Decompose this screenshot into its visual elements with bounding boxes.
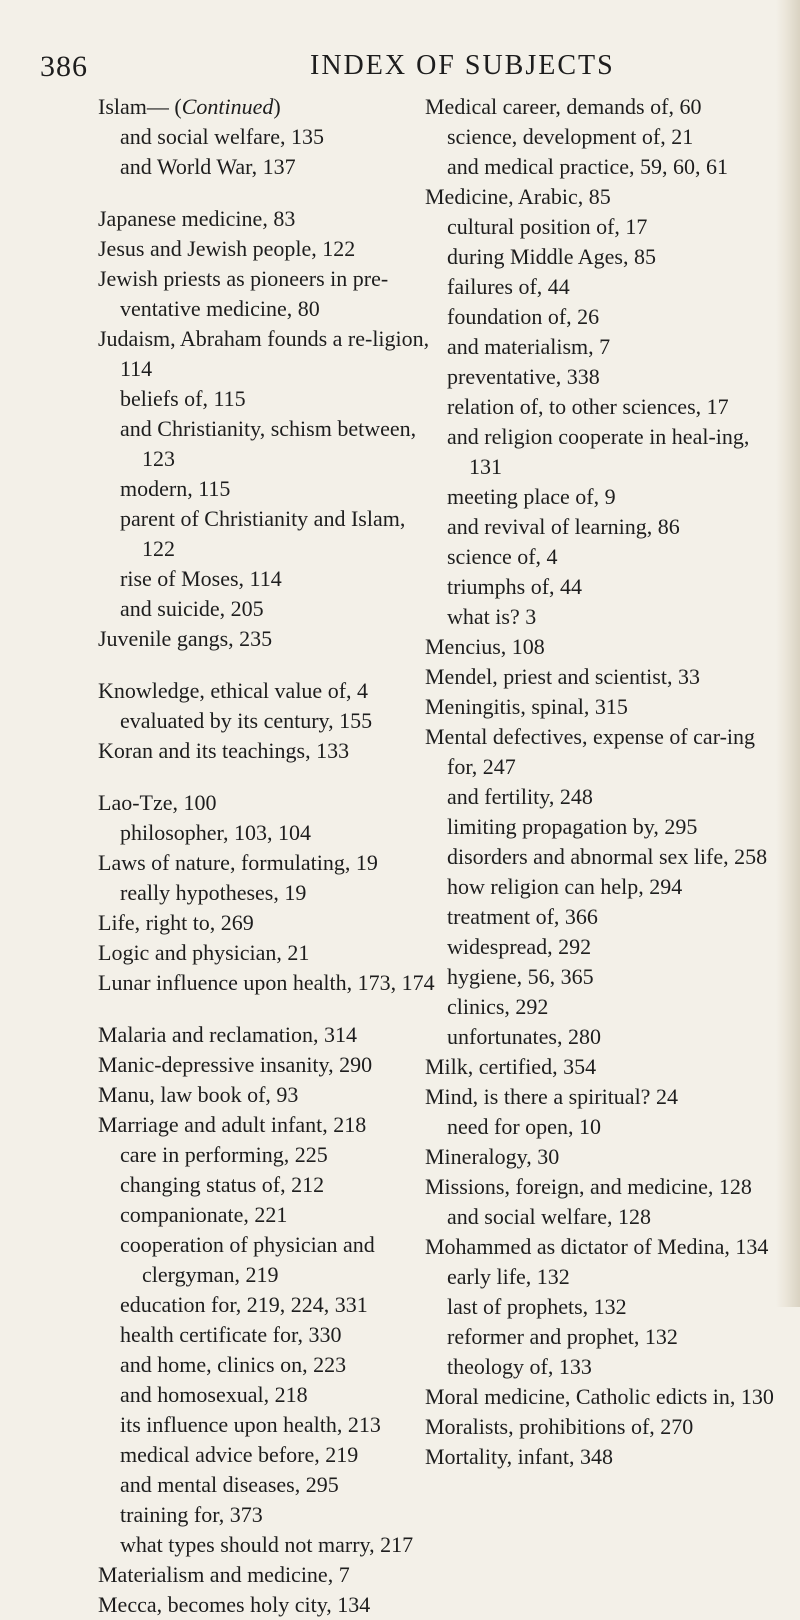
index-subentry: widespread, 292	[447, 934, 592, 959]
index-entry: Mencius, 108	[425, 634, 545, 659]
index-column-left	[98, 92, 438, 1620]
index-subentry: and social welfare, 135	[120, 124, 325, 149]
entry-heading-text: Islam— (	[98, 94, 182, 119]
index-subentry: and materialism, 7	[447, 334, 611, 359]
index-entry: Medical career, demands of, 60	[425, 94, 702, 119]
index-subentry: training for, 373	[120, 1502, 263, 1527]
index-subentry: during Middle Ages, 85	[447, 244, 656, 269]
page-header	[40, 50, 760, 90]
index-entry: Lunar influence upon health, 173, 174	[98, 970, 435, 995]
running-head: INDEX OF SUBJECTS	[310, 50, 615, 81]
index-entry: Judaism, Abraham founds a re-ligion, 114	[98, 326, 430, 381]
entry-group-gap	[98, 766, 438, 788]
index-entry	[98, 92, 438, 122]
index-entry: Koran and its teachings, 133	[98, 738, 350, 763]
index-subentry: limiting propagation by, 295	[447, 814, 698, 839]
index-subentry: and Christianity, schism between, 123	[120, 416, 417, 471]
index-entry: Mecca, becomes holy city, 134	[98, 1592, 371, 1617]
index-subentry: really hypotheses, 19	[120, 880, 307, 905]
continued-label: Continued	[181, 94, 274, 119]
index-subentry: rise of Moses, 114	[120, 566, 282, 591]
index-entry: Mineralogy, 30	[425, 1144, 560, 1169]
index-subentry: unfortunates, 280	[447, 1024, 601, 1049]
index-entry: Meningitis, spinal, 315	[425, 694, 628, 719]
index-entry: Laws of nature, formulating, 19	[98, 850, 378, 875]
index-subentry: early life, 132	[447, 1264, 570, 1289]
index-entry: Mental defectives, expense of car-ing for, 247	[425, 724, 756, 779]
index-subentry: and social welfare, 128	[447, 1204, 652, 1229]
index-subentry: beliefs of, 115	[120, 386, 246, 411]
index-subentry: science, development of, 21	[447, 124, 694, 149]
index-entry: Manic-depressive insanity, 290	[98, 1052, 373, 1077]
page-number: 386	[40, 50, 88, 83]
index-entry: Malaria and reclamation, 314	[98, 1022, 358, 1047]
index-entry: Jewish priests as pioneers in pre-ventative medicine, 80	[98, 266, 389, 321]
index-column-right	[425, 92, 775, 1472]
index-subentry: meeting place of, 9	[447, 484, 616, 509]
index-entry: Life, right to, 269	[98, 910, 254, 935]
index-subentry: treatment of, 366	[447, 904, 598, 929]
index-subentry: care in performing, 225	[120, 1142, 328, 1167]
index-entry: Logic and physician, 21	[98, 940, 310, 965]
index-subentry: philosopher, 103, 104	[120, 820, 311, 845]
index-subentry: clinics, 292	[447, 994, 549, 1019]
index-entry: Moral medicine, Catholic edicts in, 130	[425, 1384, 774, 1409]
index-subentry: and World War, 137	[120, 154, 296, 179]
index-entry: Jesus and Jewish people, 122	[98, 236, 356, 261]
index-subentry: theology of, 133	[447, 1354, 592, 1379]
index-entry: Milk, certified, 354	[425, 1054, 597, 1079]
index-subentry: and homosexual, 218	[120, 1382, 308, 1407]
index-subentry: and suicide, 205	[120, 596, 264, 621]
index-subentry: science of, 4	[447, 544, 558, 569]
index-subentry: and medical practice, 59, 60, 61	[447, 154, 729, 179]
index-subentry: companionate, 221	[120, 1202, 288, 1227]
index-subentry: changing status of, 212	[120, 1172, 325, 1197]
index-subentry: parent of Christianity and Islam, 122	[120, 506, 406, 561]
index-subentry: and revival of learning, 86	[447, 514, 680, 539]
index-entry: Mortality, infant, 348	[425, 1444, 613, 1469]
index-subentry: hygiene, 56, 365	[447, 964, 594, 989]
index-entry: Juvenile gangs, 235	[98, 626, 273, 651]
index-subentry: disorders and abnormal sex life, 258	[447, 844, 768, 869]
index-subentry: cooperation of physician and clergyman, 219	[120, 1232, 375, 1287]
index-subentry: what is? 3	[447, 604, 537, 629]
index-subentry: and home, clinics on, 223	[120, 1352, 347, 1377]
entry-group-gap	[98, 998, 438, 1020]
index-subentry: foundation of, 26	[447, 304, 600, 329]
index-entry: Medicine, Arabic, 85	[425, 184, 611, 209]
index-subentry: how religion can help, 294	[447, 874, 683, 899]
index-entry: Materialism and medicine, 7	[98, 1562, 350, 1587]
entry-group-gap	[98, 182, 438, 204]
index-subentry: health certificate for, 330	[120, 1322, 342, 1347]
index-subentry: last of prophets, 132	[447, 1294, 627, 1319]
index-subentry: evaluated by its century, 155	[120, 708, 373, 733]
index-subentry: failures of, 44	[447, 274, 570, 299]
index-subentry: medical advice before, 219	[120, 1442, 359, 1467]
index-subentry: and fertility, 248	[447, 784, 593, 809]
index-subentry: triumphs of, 44	[447, 574, 583, 599]
index-entry: Moralists, prohibitions of, 270	[425, 1414, 694, 1439]
index-entry: Mendel, priest and scientist, 33	[425, 664, 700, 689]
index-subentry: its influence upon health, 213	[120, 1412, 381, 1437]
index-subentry: education for, 219, 224, 331	[120, 1292, 368, 1317]
index-subentry: and mental diseases, 295	[120, 1472, 339, 1497]
index-subentry: modern, 115	[120, 476, 231, 501]
index-entry: Marriage and adult infant, 218	[98, 1112, 367, 1137]
index-entry: Missions, foreign, and medicine, 128	[425, 1174, 752, 1199]
index-entry: Mind, is there a spiritual? 24	[425, 1084, 678, 1109]
index-entry: Knowledge, ethical value of, 4	[98, 678, 369, 703]
index-subentry: preventative, 338	[447, 364, 600, 389]
index-subentry: relation of, to other sciences, 17	[447, 394, 729, 419]
index-entry: Mohammed as dictator of Medina, 134	[425, 1234, 769, 1259]
index-entry: Lao-Tze, 100	[98, 790, 217, 815]
index-subentry: what types should not marry, 217	[120, 1532, 414, 1557]
index-entry: Japanese medicine, 83	[98, 206, 296, 231]
index-subentry: need for open, 10	[447, 1114, 601, 1139]
entry-heading-suffix: )	[273, 94, 281, 119]
entry-group-gap	[98, 654, 438, 676]
index-subentry: reformer and prophet, 132	[447, 1324, 678, 1349]
page-edge-shadow	[776, 0, 800, 1307]
index-subentry: cultural position of, 17	[447, 214, 648, 239]
index-entry: Manu, law book of, 93	[98, 1082, 299, 1107]
index-subentry: and religion cooperate in heal-ing, 131	[447, 424, 750, 479]
